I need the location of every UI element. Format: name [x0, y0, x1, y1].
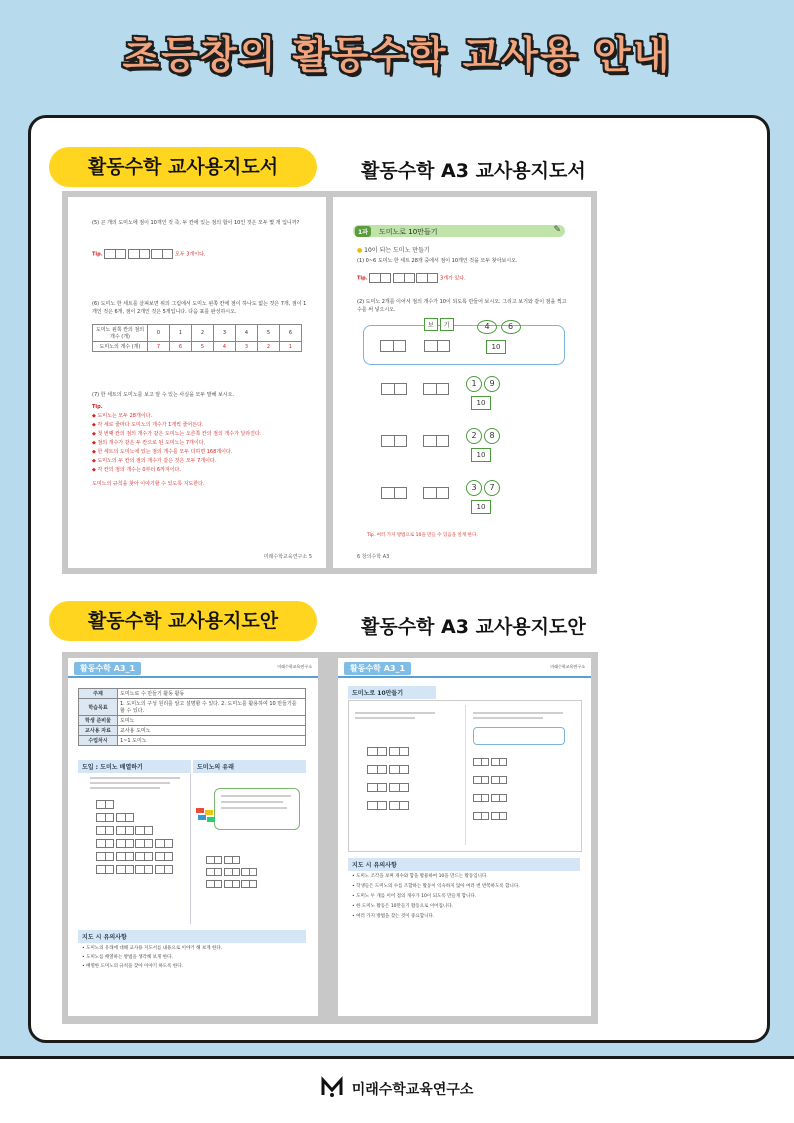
- example-label: 보: [424, 318, 438, 331]
- example-labels: [424, 318, 454, 331]
- bullet-text: 각 세로 줄마다 도미노의 개수가 1개씩 줄어든다.: [97, 422, 204, 428]
- plan-info-table: [78, 688, 306, 746]
- table-row-head: 도미노의 개수 (개): [93, 342, 148, 352]
- table-cell: 1: [280, 342, 302, 352]
- divider-line: [0, 1056, 794, 1059]
- page-footer: [264, 553, 312, 560]
- note-text: 한 도미노 활동은 10만들기 활동으로 이어집니다.: [356, 904, 453, 909]
- list-item: • 도미노 조각을 보며 개수와 합을 활용하여 10을 만드는 활동입니다.: [352, 874, 488, 879]
- list-item: • 학생들은 도미노의 수를 조합하는 활동이 익숙하지 않아 여러 번 반복하도록 합니다.: [352, 884, 520, 889]
- domino-icon: [423, 383, 449, 395]
- info-key: 주제: [79, 689, 118, 699]
- bullet-text: 도미노는 모두 28개이다.: [97, 413, 153, 419]
- note-text: 학생들은 도미노의 수를 조합하는 활동이 익숙하지 않아 여러 번 반복하도록 합니다.: [356, 884, 520, 889]
- question-7: (7) 한 세트의 도미노를 보고 알 수 있는 사실을 모두 말해 보시오.: [92, 392, 235, 398]
- answer-circles: [465, 376, 501, 410]
- sub-title-text: 10이 되는 도미노 만들기: [364, 247, 430, 254]
- section1-heading: 활동수학 A3 교사용지도서: [361, 160, 586, 182]
- number-circle: 2: [466, 428, 482, 444]
- pencil-icon: ✎: [553, 225, 561, 235]
- domino-icon: [380, 340, 406, 352]
- bullet-text: 한 세트의 도미노에 있는 점의 개수를 모두 더하면 168개이다.: [97, 449, 233, 455]
- guidebook-left-page: [68, 197, 326, 568]
- plan-tag: 활동수학 A3_1: [344, 662, 411, 675]
- institute-logo-icon: [321, 1076, 343, 1102]
- info-key: 학습목표: [79, 699, 118, 716]
- origin-note: [214, 788, 300, 830]
- ten-box: 10: [471, 448, 491, 462]
- note-text: 도미노의 유래에 대해 교사용 지도서를 내용으로 이야기 해 보게 한다.: [86, 946, 223, 951]
- table-cell: 6: [170, 342, 192, 352]
- domino-icon: [128, 249, 150, 259]
- tip-bottom: Tip. 여러 가지 방법으로 10을 만들 수 있음을 알게 한다.: [367, 533, 478, 538]
- plan-columns-head: [78, 760, 306, 773]
- footer: [0, 1076, 794, 1102]
- embedded-page-left: [355, 709, 455, 839]
- domino-icon: [381, 383, 407, 395]
- list-item: • 도미노 두 개를 이어 점의 개수가 10이 되도록 만들게 합니다.: [352, 894, 477, 899]
- example-box: [363, 322, 565, 365]
- list-item: ◆ 각 칸의 점의 개수는 0부터 6까지이다.: [92, 467, 181, 473]
- number-circle: 3: [466, 480, 482, 496]
- tip-5: [92, 249, 307, 259]
- sub-title: [357, 245, 430, 254]
- info-value: 도미노로 수 만들기 활동 활동: [118, 689, 306, 699]
- colorful-dominoes-image: [196, 808, 218, 826]
- number-circle: 6: [501, 320, 521, 334]
- question-2: (2) 도미노 2개를 이어서 점의 개수가 10이 되도록 만들어 보시오. 그리고 보기와 같이 점을 찍고 수를 써 넣으시오.: [357, 299, 567, 313]
- ten-box: 10: [471, 396, 491, 410]
- list-item: ◆ 한 세트의 도미노에 있는 점의 개수를 모두 더하면 168개이다.: [92, 449, 233, 455]
- lesson-header: [353, 225, 565, 237]
- notes-list: [82, 944, 304, 971]
- tip-label: Tip.: [92, 251, 103, 258]
- list-item: ◆ 도미노의 두 칸의 점의 개수가 같은 것은 모두 7개이다.: [92, 458, 217, 464]
- bulb-icon: ●: [357, 247, 363, 254]
- intro-activity: [78, 774, 191, 924]
- table-cell: 4: [214, 342, 236, 352]
- domino-icon: [423, 435, 449, 447]
- list-item: • 도미노를 배열하는 방법을 생각해 보게 한다.: [82, 955, 173, 960]
- answer-row: [381, 487, 449, 499]
- plan-header: [338, 658, 591, 678]
- table-cell: 3: [214, 325, 236, 342]
- domino-layout: [96, 799, 190, 877]
- plan-tag: 활동수학 A3_1: [74, 662, 141, 675]
- tip-1: [357, 273, 466, 283]
- lessonplan-right-page: [338, 658, 591, 1016]
- table-cell: 3: [236, 342, 258, 352]
- embedded-divider: [465, 705, 466, 845]
- number-circle: 1: [466, 376, 482, 392]
- embedded-page-right: [473, 709, 573, 839]
- column-head: 도미노의 유래: [193, 760, 306, 773]
- list-item: ◆ 각 세로 줄마다 도미노의 개수가 1개씩 줄어든다.: [92, 422, 204, 428]
- answer-row: [381, 383, 449, 395]
- answer-circles: [465, 480, 501, 514]
- number-circle: 4: [477, 320, 497, 334]
- table-cell: 0: [148, 325, 170, 342]
- list-item: • 여러 가지 방법을 찾는 것이 중요합니다.: [352, 914, 435, 919]
- lesson-badge: 1과: [355, 226, 371, 237]
- plan-header: [68, 658, 318, 678]
- example-circles: [476, 320, 522, 334]
- section2-heading: 활동수학 A3 교사용지도안: [361, 616, 586, 638]
- table-cell: 1: [170, 325, 192, 342]
- number-circle: 8: [484, 428, 500, 444]
- bullet-text: 점의 개수가 같은 두 칸으로 된 도미노는 7개이다.: [97, 440, 206, 446]
- page-footer: [357, 553, 389, 560]
- page-title: 초등창의 활동수학 교사용 안내: [122, 33, 672, 77]
- guidebook-right-page: [333, 197, 591, 568]
- note-text: 배열한 도미노의 규칙을 찾아 이야기 하도록 한다.: [86, 964, 184, 969]
- column-head: 도입 : 도미노 배열하기: [78, 760, 191, 773]
- table-cell: 6: [280, 325, 302, 342]
- section2-pill: 활동수학 교사용지도안: [49, 601, 317, 641]
- plan-logo: 미래수학교육연구소: [277, 664, 312, 669]
- domino-icon: [416, 273, 438, 283]
- ten-box: 10: [471, 500, 491, 514]
- info-key: 교사용 자료: [79, 726, 118, 736]
- note-text: 도미노를 배열하는 방법을 생각해 보게 한다.: [86, 955, 173, 960]
- tip-label: Tip.: [357, 275, 368, 282]
- list-item: ◆ 도미노는 모두 28개이다.: [92, 413, 153, 419]
- embedded-spread: [348, 700, 582, 852]
- content-card: [28, 115, 770, 1043]
- table-row-head: 도미노 왼쪽 칸의 점의 개수 (개): [93, 325, 148, 342]
- domino-grid-image: [206, 854, 257, 890]
- tip-text: 3개가 있다.: [439, 275, 466, 282]
- table-cell: 7: [148, 342, 170, 352]
- bullet-text: 도미노의 두 칸의 점의 개수가 같은 것은 모두 7개이다.: [97, 458, 217, 464]
- domino-icon: [393, 273, 415, 283]
- list-item: • 도미노의 유래에 대해 교사용 지도서를 내용으로 이야기 해 보게 한다.: [82, 946, 223, 951]
- closing-text: 도미노의 규칙을 찾아 이야기할 수 있도록 지도한다.: [92, 481, 205, 487]
- tip-text: 모두 3개이다.: [174, 251, 206, 258]
- list-item: ◆ 첫 번째 칸의 점의 개수가 같은 도미노는 오른쪽 칸의 점의 개수가 달라진다.: [92, 431, 262, 437]
- page-label: 미래수학교육연구소: [263, 554, 308, 560]
- domino-icon: [369, 273, 391, 283]
- table-cell: 5: [258, 325, 280, 342]
- question-1: (1) 0~6 도미노 한 세트 28개 중에서 점이 10개인 것을 모두 찾아보시오.: [357, 258, 518, 264]
- embedded-dominoes: [355, 743, 455, 815]
- table-cell: 5: [192, 342, 214, 352]
- question-5: (5) 곤 개의 도미노에 점이 10개인 것 즉, 두 칸에 있는 점의 합이 10인 것은 모두 몇 개 입니까?: [92, 220, 300, 226]
- bullet-text: 각 칸의 점의 개수는 0부터 6까지이다.: [97, 467, 181, 473]
- info-value: 1. 도미노의 구성 원리를 알고 설명할 수 있다. 2. 도미노를 활용하여 10 만들기를 할 수 있다.: [118, 699, 306, 716]
- table-cell: 2: [192, 325, 214, 342]
- notes-heading: 지도 시 유의사항: [78, 930, 306, 943]
- example-label: 기: [440, 318, 454, 331]
- lessonplan-left-page: [68, 658, 318, 1016]
- list-item: • 한 도미노 활동은 10만들기 활동으로 이어집니다.: [352, 904, 453, 909]
- domino-icon: [151, 249, 173, 259]
- question-6: (6) 도미노 한 세트를 살펴보면 위의 그림에서 도미노 왼쪽 칸에 점이 하나도 없는 것은 7개, 점이 1개인 것은 6개, 점이 2개인 것은 5개입니다. 다음 표를 완성하시오.: [92, 301, 307, 315]
- institute-name: 미래수학교육연구소: [351, 1082, 474, 1098]
- domino-icon: [424, 340, 450, 352]
- note-text: 도미노 조각을 보며 개수와 합을 활용하여 10을 만드는 활동입니다.: [356, 874, 488, 879]
- lesson-title: 도미노로 10만들기: [379, 228, 438, 236]
- domino-origin: [196, 780, 304, 920]
- number-circle: 9: [484, 376, 500, 392]
- table-cell: 4: [236, 325, 258, 342]
- page-label: 창의수학 A3: [361, 554, 390, 560]
- notes-list: [352, 872, 578, 922]
- tip-7-list: [92, 403, 307, 489]
- notes-heading: 지도 시 유의사항: [348, 858, 580, 871]
- domino-count-table: [92, 324, 302, 352]
- note-text: 여러 가지 방법을 찾는 것이 중요합니다.: [356, 914, 435, 919]
- table-cell: 2: [258, 342, 280, 352]
- domino-icon: [381, 487, 407, 499]
- domino-icon: [381, 435, 407, 447]
- embedded-dominoes: [473, 753, 573, 825]
- list-item: • 배열한 도미노의 규칙을 찾아 이야기 하도록 한다.: [82, 964, 184, 969]
- plan-logo: 미래수학교육연구소: [550, 664, 585, 669]
- bullet-text: 첫 번째 칸의 점의 개수가 같은 도미노는 오른쪽 칸의 점의 개수가 달라진다.: [97, 431, 262, 437]
- info-value: 교사용 도미노: [118, 726, 306, 736]
- domino-icon: [423, 487, 449, 499]
- section1-pill: 활동수학 교사용지도서: [49, 147, 317, 187]
- tip-label: Tip.: [92, 404, 103, 410]
- answer-circles: [465, 428, 501, 462]
- ten-box: 10: [486, 340, 506, 354]
- info-value: 도미노: [118, 716, 306, 726]
- page-number: 5: [308, 554, 312, 560]
- list-item: ◆ 점의 개수가 같은 두 칸으로 된 도미노는 7개이다.: [92, 440, 206, 446]
- info-key: 학생 준비물: [79, 716, 118, 726]
- domino-icon: [104, 249, 126, 259]
- answer-row: [381, 435, 449, 447]
- number-circle: 7: [484, 480, 500, 496]
- lesson-bar: 도미노로 10만들기: [348, 686, 436, 699]
- info-key: 수업차시: [79, 736, 118, 746]
- info-value: 1~1 도미노: [118, 736, 306, 746]
- note-text: 도미노 두 개를 이어 점의 개수가 10이 되도록 만들게 합니다.: [356, 894, 477, 899]
- page-number: 6: [357, 554, 361, 560]
